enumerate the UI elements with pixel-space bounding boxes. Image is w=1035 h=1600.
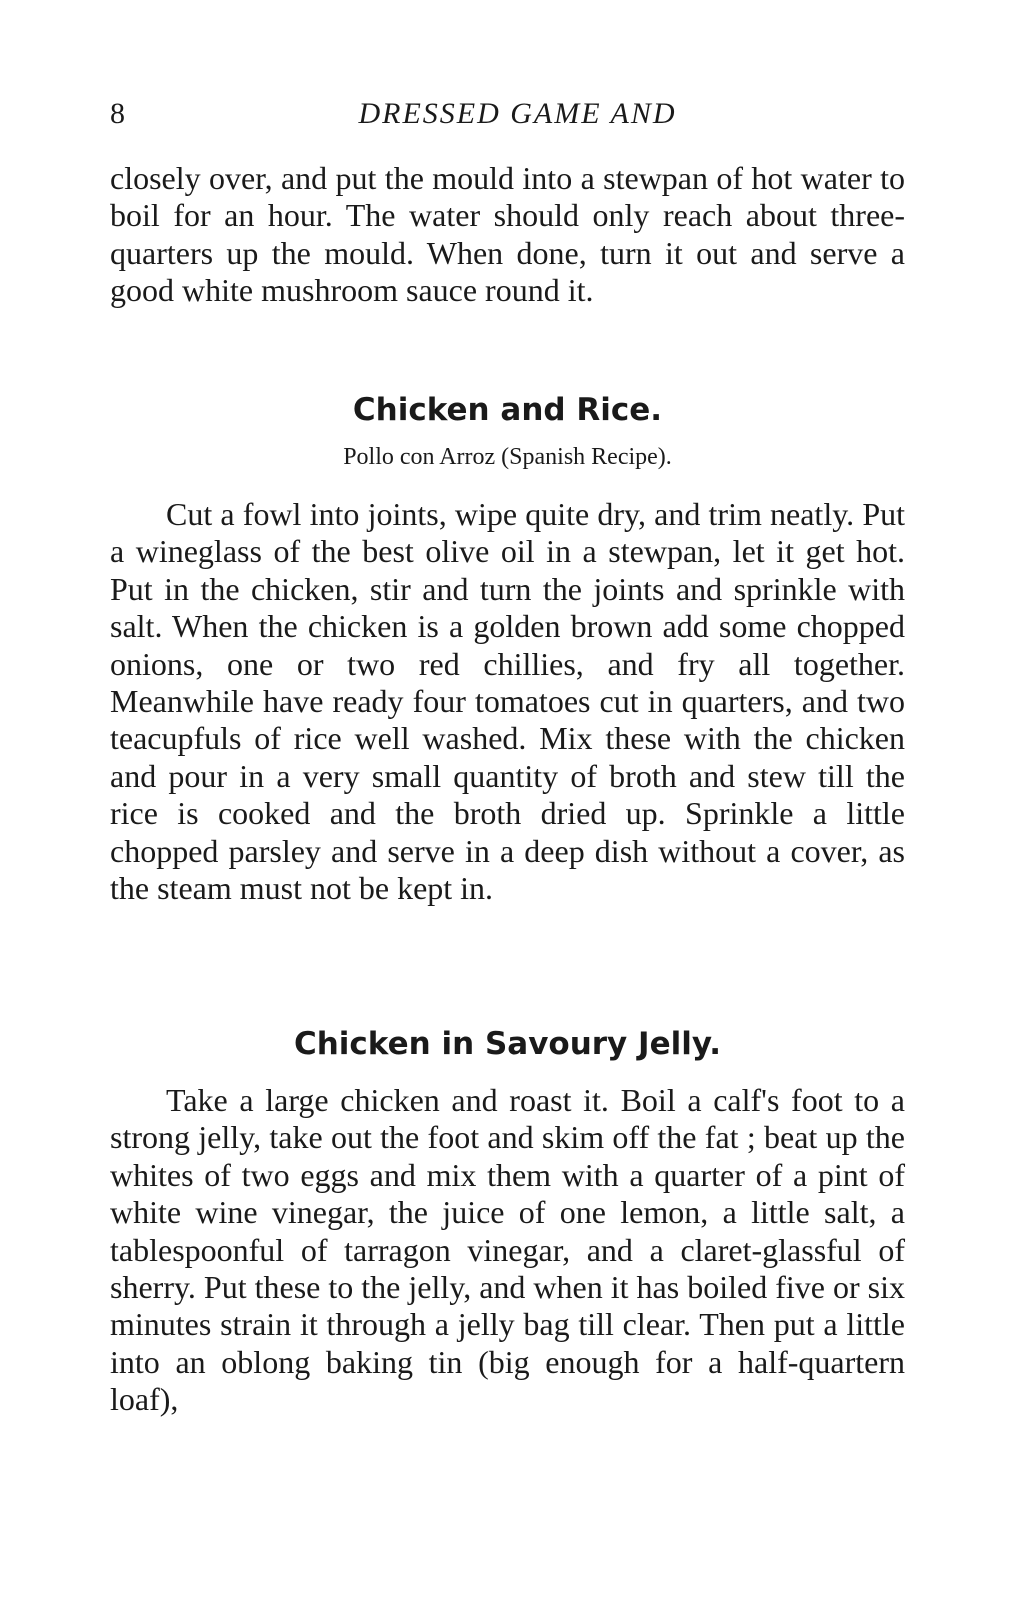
recipe-body-chicken-and-rice: Cut a fowl into joints, wipe quite dry, and trim neatly. Put a wineglass of the best olive oil in a stewpan, let it get hot. Put in the chicken, stir and turn the joints and sprinkle with salt. When the chicken is a golden brown add some chopped onions, one or two red chillies, and fry all together. Meanwhile have ready four tomatoes cut in quarters, and two teacupfuls of rice well washed. Mix these with the chicken and pour in a very small quantity of broth and stew till the rice is cooked and the broth dried up. Sprinkle a little chopped parsley and serve in a deep dish without a cover, as the steam must not be kept in.	[110, 496, 905, 907]
continuation-paragraph: closely over, and put the mould into a stewpan of hot water to boil for an hour. The water should only reach about three-quarters up the mould. When done, turn it out and serve a good white mushroom sauce round it.	[110, 160, 905, 309]
recipe-title-chicken-and-rice: Chicken and Rice.	[352, 392, 663, 428]
recipe-body-chicken-in-savoury-jelly: Take a large chicken and roast it. Boil a calf's foot to a strong jelly, take out the foot and skim off the fat ; beat up the whites of two eggs and mix them with a quarter of a pint of white wine vinegar, the juice of one lemon, a little salt, a tablespoonful of tarragon vinegar, and a claret-glassful of sherry. Put these to the jelly, and when it has boiled five or six minutes strain it through a jelly bag till clear. Then put a little into an oblong baking tin (big enough for a half-quartern loaf),	[110, 1082, 905, 1418]
running-title: DRESSED GAME AND	[358, 97, 677, 130]
running-head	[110, 94, 905, 134]
page-number: 8	[110, 97, 125, 130]
recipe-subtitle-chicken-and-rice: Pollo con Arroz (Spanish Recipe).	[343, 444, 672, 470]
recipe-title-chicken-in-savoury-jelly: Chicken in Savoury Jelly.	[293, 1026, 722, 1062]
